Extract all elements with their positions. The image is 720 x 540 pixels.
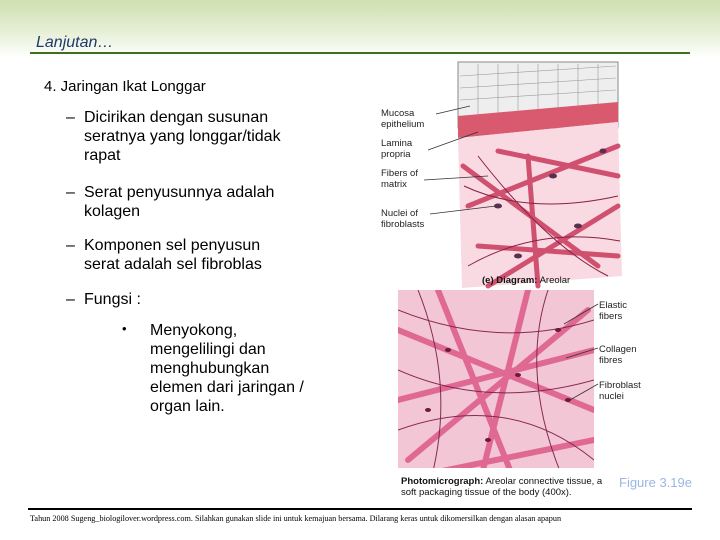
photo-caption-bold: Photomicrograph:	[401, 476, 484, 487]
photo-pointers	[560, 296, 604, 406]
dash-icon: –	[66, 291, 75, 308]
bullet-4	[66, 290, 141, 309]
sub-bullet	[150, 321, 350, 416]
photo-caption-line1: Areolar connective tissue, a	[485, 476, 603, 487]
header-rule	[30, 52, 690, 54]
label-fibers	[381, 168, 418, 190]
label-fibroblast-1: Fibroblast	[599, 380, 641, 391]
figure-reference: Figure 3.19e	[619, 475, 692, 490]
bullet-2-line-1: Serat penyusunnya adalah	[84, 184, 275, 201]
bullet-1-line-3: rapat	[84, 147, 121, 164]
bullet-3-line-2: serat adalah sel fibroblas	[84, 256, 262, 273]
footer-text: Tahun 2008 Sugeng_biologilover.wordpress.com. Silahkan gunakan slide ini untuk kemajuan bersama. Dilarang keras untuk dikomersilkan dengan alasan apapun	[30, 514, 562, 523]
label-elastic-2: fibers	[599, 311, 623, 322]
photo-caption-line2: soft packaging tissue of the body (400x).	[401, 487, 572, 498]
label-collagen	[599, 344, 637, 366]
footer-rule	[28, 508, 692, 510]
label-lamina-1: Lamina	[381, 138, 413, 149]
bullet-1-line-2: seratnya yang longgar/tidak	[84, 128, 281, 145]
sub-line-2: mengelilingi dan	[150, 341, 266, 358]
label-nuclei	[381, 208, 424, 230]
dash-icon: –	[66, 237, 75, 254]
diagram-caption-bold: (e) Diagram:	[482, 275, 538, 286]
sub-line-5: organ lain.	[150, 398, 225, 415]
bullet-3-line-1: Komponen sel penyusun	[84, 237, 261, 254]
bullet-2	[66, 183, 275, 221]
label-mucosa-1: Mucosa	[381, 108, 415, 119]
label-elastic-1: Elastic	[599, 300, 627, 311]
label-mucosa	[381, 108, 424, 130]
label-nuclei-1: Nuclei of	[381, 208, 418, 219]
sub-line-3: menghubungkan	[150, 360, 270, 377]
bullet-2-line-2: kolagen	[84, 203, 141, 220]
diagram-caption-text: Areolar	[539, 275, 571, 286]
dash-icon: –	[66, 109, 75, 126]
tissue-diagram	[378, 56, 630, 296]
bullet-1	[66, 108, 281, 165]
slide-title: Lanjutan…	[36, 34, 114, 51]
sub-line-4: elemen dari jaringan /	[150, 379, 304, 396]
photo-caption	[401, 476, 602, 498]
bullet-4-line-1: Fungsi :	[84, 291, 141, 308]
sub-line-1: Menyokong,	[150, 322, 238, 339]
bullet-dot-icon: •	[122, 321, 127, 336]
label-fibers-2: matrix	[381, 179, 407, 190]
diagram-caption	[482, 275, 570, 286]
label-mucosa-2: epithelium	[381, 119, 425, 130]
label-lamina	[381, 138, 412, 160]
section-heading: 4. Jaringan Ikat Longgar	[44, 78, 206, 95]
label-collagen-2: fibres	[599, 355, 623, 366]
dash-icon: –	[66, 184, 75, 201]
label-fibroblast-2: nuclei	[599, 391, 624, 402]
label-elastic	[599, 300, 627, 322]
label-lamina-2: propria	[381, 149, 411, 160]
label-nuclei-2: fibroblasts	[381, 219, 425, 230]
label-fibers-1: Fibers of	[381, 168, 418, 179]
bullet-3	[66, 236, 262, 274]
bullet-1-line-1: Dicirikan dengan susunan	[84, 109, 269, 126]
label-collagen-1: Collagen	[599, 344, 637, 355]
label-fibroblast	[599, 380, 641, 402]
